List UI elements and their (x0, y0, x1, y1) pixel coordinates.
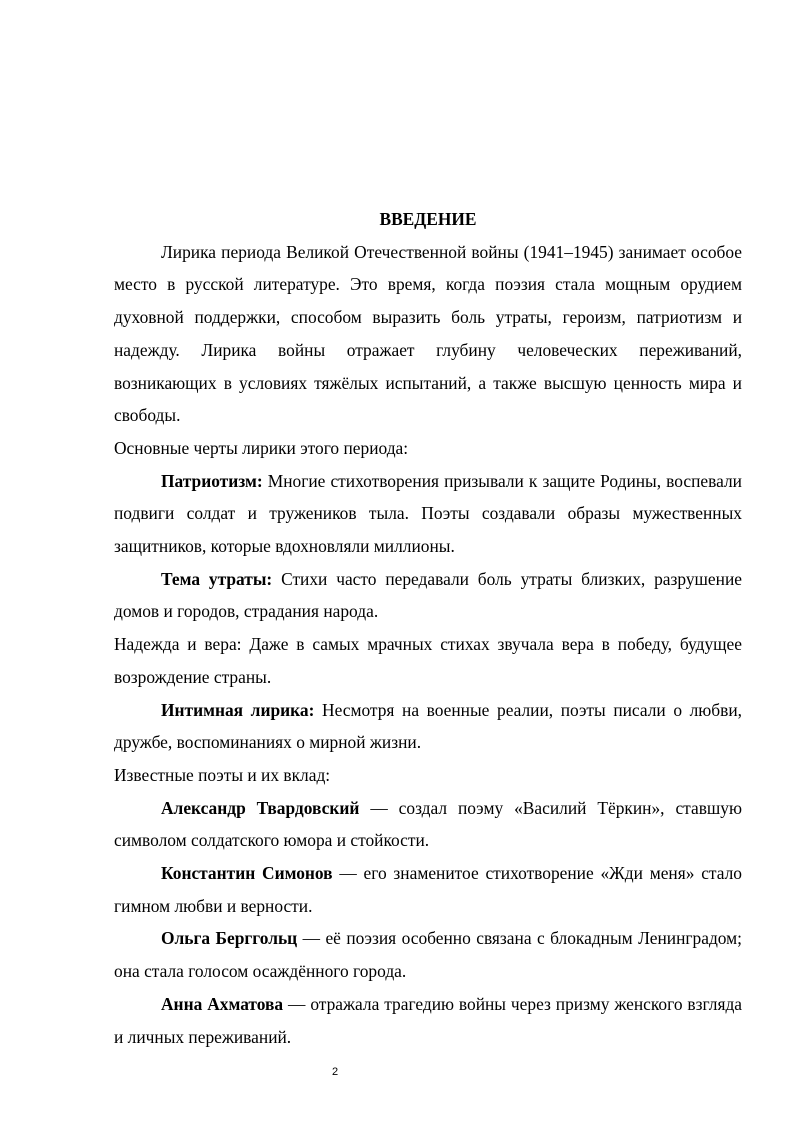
feature-title: Интимная лирика: (161, 699, 315, 720)
feature-title: Тема утраты: (161, 568, 273, 589)
feature-paragraph-intimate (114, 694, 742, 759)
feature-text: Многие стихотворения призывали к защите Родины, воспевали подвиги солдат и тружеников тыла. Поэты создавали образы мужественных защитников, которые вдохновляли миллионы. (114, 470, 742, 557)
poet-text: — отражала трагедию войны через призму женского взгляда и личных переживаний. (114, 993, 743, 1047)
hope-paragraph: Надежда и вера: Даже в самых мрачных стихах звучала вера в победу, будущее возрождение страны. (114, 634, 742, 687)
poet-paragraph-simonov (114, 857, 742, 922)
poet-text: — её поэзия особенно связана с блокадным Ленинградом; она стала голосом осаждённого города. (114, 928, 743, 982)
document-body (114, 203, 742, 1053)
feature-paragraph-patriotism (114, 465, 742, 563)
page-number: 2 (331, 1066, 339, 1078)
poet-name: Ольга Берггольц (161, 928, 298, 949)
features-intro-paragraph: Основные черты лирики этого периода: (114, 437, 409, 458)
feature-text: Стихи часто передавали боль утраты близких, разрушение домов и городов, страдания народа. (114, 568, 742, 622)
intro-paragraph: Лирика периода Великой Отечественной войны (1941–1945) занимает особое место в русской литературе. Это время, когда поэзия стала мощным орудием духовной поддержки, способом выразить боль утраты, героизм, патриотизм и надежду. Лирика войны отражает глубину человеческих переживаний, возникающих в условиях тяжёлых испытаний, а также высшую ценность мира и свободы. (114, 241, 742, 426)
poet-paragraph-akhmatova (114, 988, 742, 1053)
poet-paragraph-tvardovsky (114, 792, 742, 857)
feature-title: Патриотизм: (161, 470, 263, 491)
poet-text: — создал поэму «Василий Тёркин», ставшую символом солдатского юмора и стойкости. (114, 797, 742, 851)
poet-name: Анна Ахматова (161, 993, 284, 1014)
feature-text: Несмотря на военные реалии, поэты писали о любви, дружбе, воспоминаниях о мирной жизни. (114, 699, 743, 753)
section-heading: ВВЕДЕНИЕ (379, 209, 477, 229)
poet-name: Константин Симонов (161, 863, 333, 884)
poets-intro-paragraph: Известные поэты и их вклад: (114, 764, 331, 785)
feature-paragraph-loss (114, 563, 742, 628)
poet-paragraph-berggolts (114, 922, 742, 987)
poet-text: — его знаменитое стихотворение «Жди меня» стало гимном любви и верности. (114, 863, 742, 916)
poet-name: Александр Твардовский (161, 797, 360, 818)
